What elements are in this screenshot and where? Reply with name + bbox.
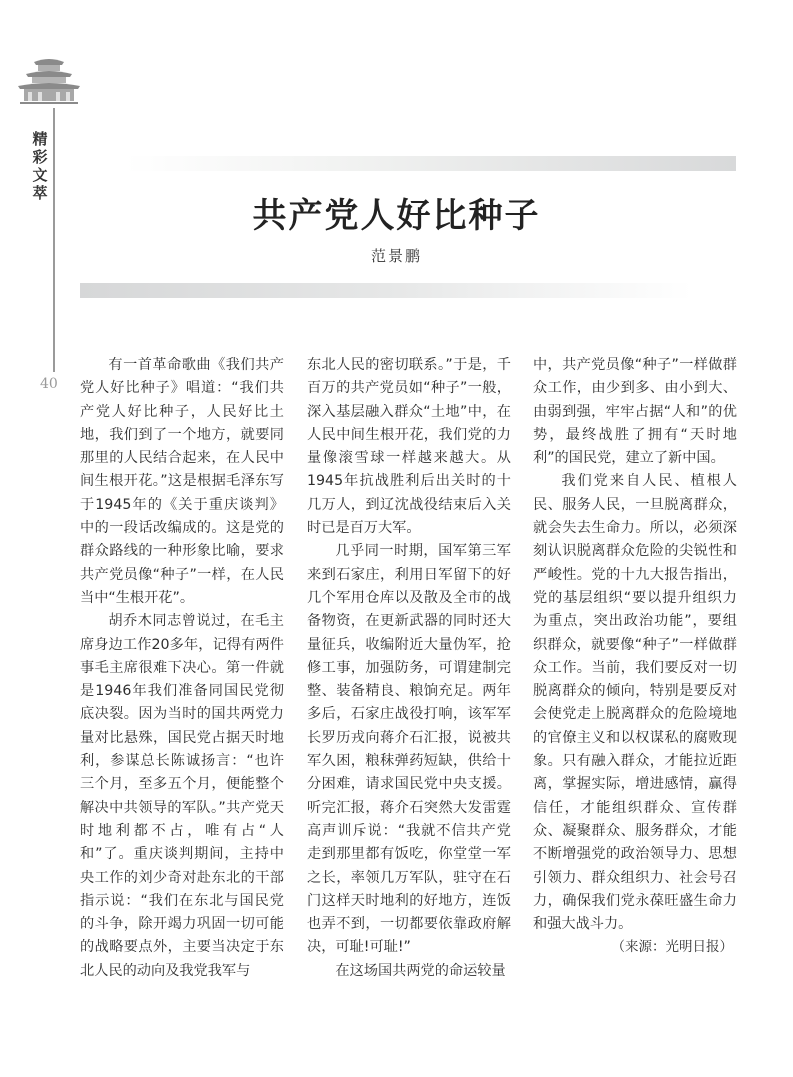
text-column-1 <box>80 354 284 983</box>
paragraph: 我们党来自人民、植根人民、服务人民，一旦脱离群众，就会失去生命力。所以，必须深刻认识脱离群众危险的尖锐性和严峻性。党的十九大报告指出，党的基层组织“要以提升组织力为重点，突出政治功能”，要组织群众，就要像“种子”一样做群众工作。当前，我们要反对一切脱离群众的倾向，特别是要反对会使党走上脱离群众的危险境地的官僚主义和以权谋私的腐败现象。只有融入群众，才能拉近距离，掌握实际，增进感情，赢得信任，才能组织群众、宣传群众、凝聚群众、服务群众，才能不断增强党的政治领导力、思想引领力、群众组织力、社会号召力，确保我们党永葆旺盛生命力和强大战斗力。 <box>533 473 737 933</box>
title-bar-top <box>125 156 736 171</box>
paragraph: 东北人民的密切联系。”于是，千百万的共产党员如“种子”一般，深入基层融入群众“土地”中，在人民中间生根开花，我们党的力量像滚雪球一样越来越大。从1945年抗战胜利后出关时的十几万人，到辽沈战役结束后入关时已是百万大军。 <box>307 357 511 537</box>
text-column-3 <box>533 354 737 960</box>
article-author: 范景鹏 <box>370 247 422 265</box>
paragraph: 中，共产党员像“种子”一样做群众工作，由少到多、由小到大、由弱到强，牢牢占据“人和”的优势，最终战胜了拥有“天时地利”的国民党，建立了新中国。 <box>533 357 737 467</box>
pavilion-icon <box>16 52 82 108</box>
paragraph: 有一首革命歌曲《我们共产党人好比种子》唱道：“我们共产党人好比种子，人民好比土地，我们到了一个地方，就要同那里的人民结合起来，在人民中间生根开花。”这是根据毛泽东写于1945年的《关于重庆谈判》中的一段话改编成的。这是党的群众路线的一种形象比喻，要求共产党员像“种子”一样，在人民当中“生根开花”。 <box>80 357 284 606</box>
text-column-2 <box>307 354 511 983</box>
title-bar-bottom <box>80 283 692 298</box>
article-title: 共产党人好比种子 <box>252 196 541 236</box>
page-number: 40 <box>40 376 58 392</box>
section-label: 精彩文萃 <box>32 130 48 202</box>
source-credit: （来源：光明日报） <box>611 939 733 956</box>
paragraph: 在这场国共两党的命运较量 <box>335 962 506 979</box>
margin-rule <box>53 108 55 372</box>
paragraph: 几乎同一时期，国军第三军来到石家庄，利用日军留下的好几个军用仓库以及散及全市的战备物资，在更新武器的同时还大量征兵，收编附近大量伪军，抢修工事，加强防务，可谓建制完整、装备精良、粮饷充足。两年多后，石家庄战役打响，该军军长罗历戎向蒋介石汇报，说被共军久困，粮秣弹药短缺，供给十分困难，请求国民党中央支援。听完汇报，蒋介石突然大发雷霆高声训斥说：“我就不信共产党走到那里都有饭吃，你堂堂一军之长，率领几万军队，驻守在石门这样天时地利的好地方，连饭也弄不到，一切都要依靠政府解决，可耻!可耻!” <box>307 543 511 956</box>
paragraph: 胡乔木同志曾说过，在毛主席身边工作20多年，记得有两件事毛主席很难下决心。第一件就是1946年我们准备同国民党彻底决裂。因为当时的国共两党力量对比悬殊，国民党占据天时地利，参谋总长陈诚扬言：“也许三个月，至多五个月，便能整个解决中共领导的军队。”共产党天时地利都不占，唯有占“人和”了。重庆谈判期间，主持中央工作的刘少奇对赴东北的干部指示说：“我们在东北与国民党的斗争，除开竭力巩固一切可能的战略要点外，主要当决定于东北人民的动向及我党我军与 <box>80 613 284 979</box>
